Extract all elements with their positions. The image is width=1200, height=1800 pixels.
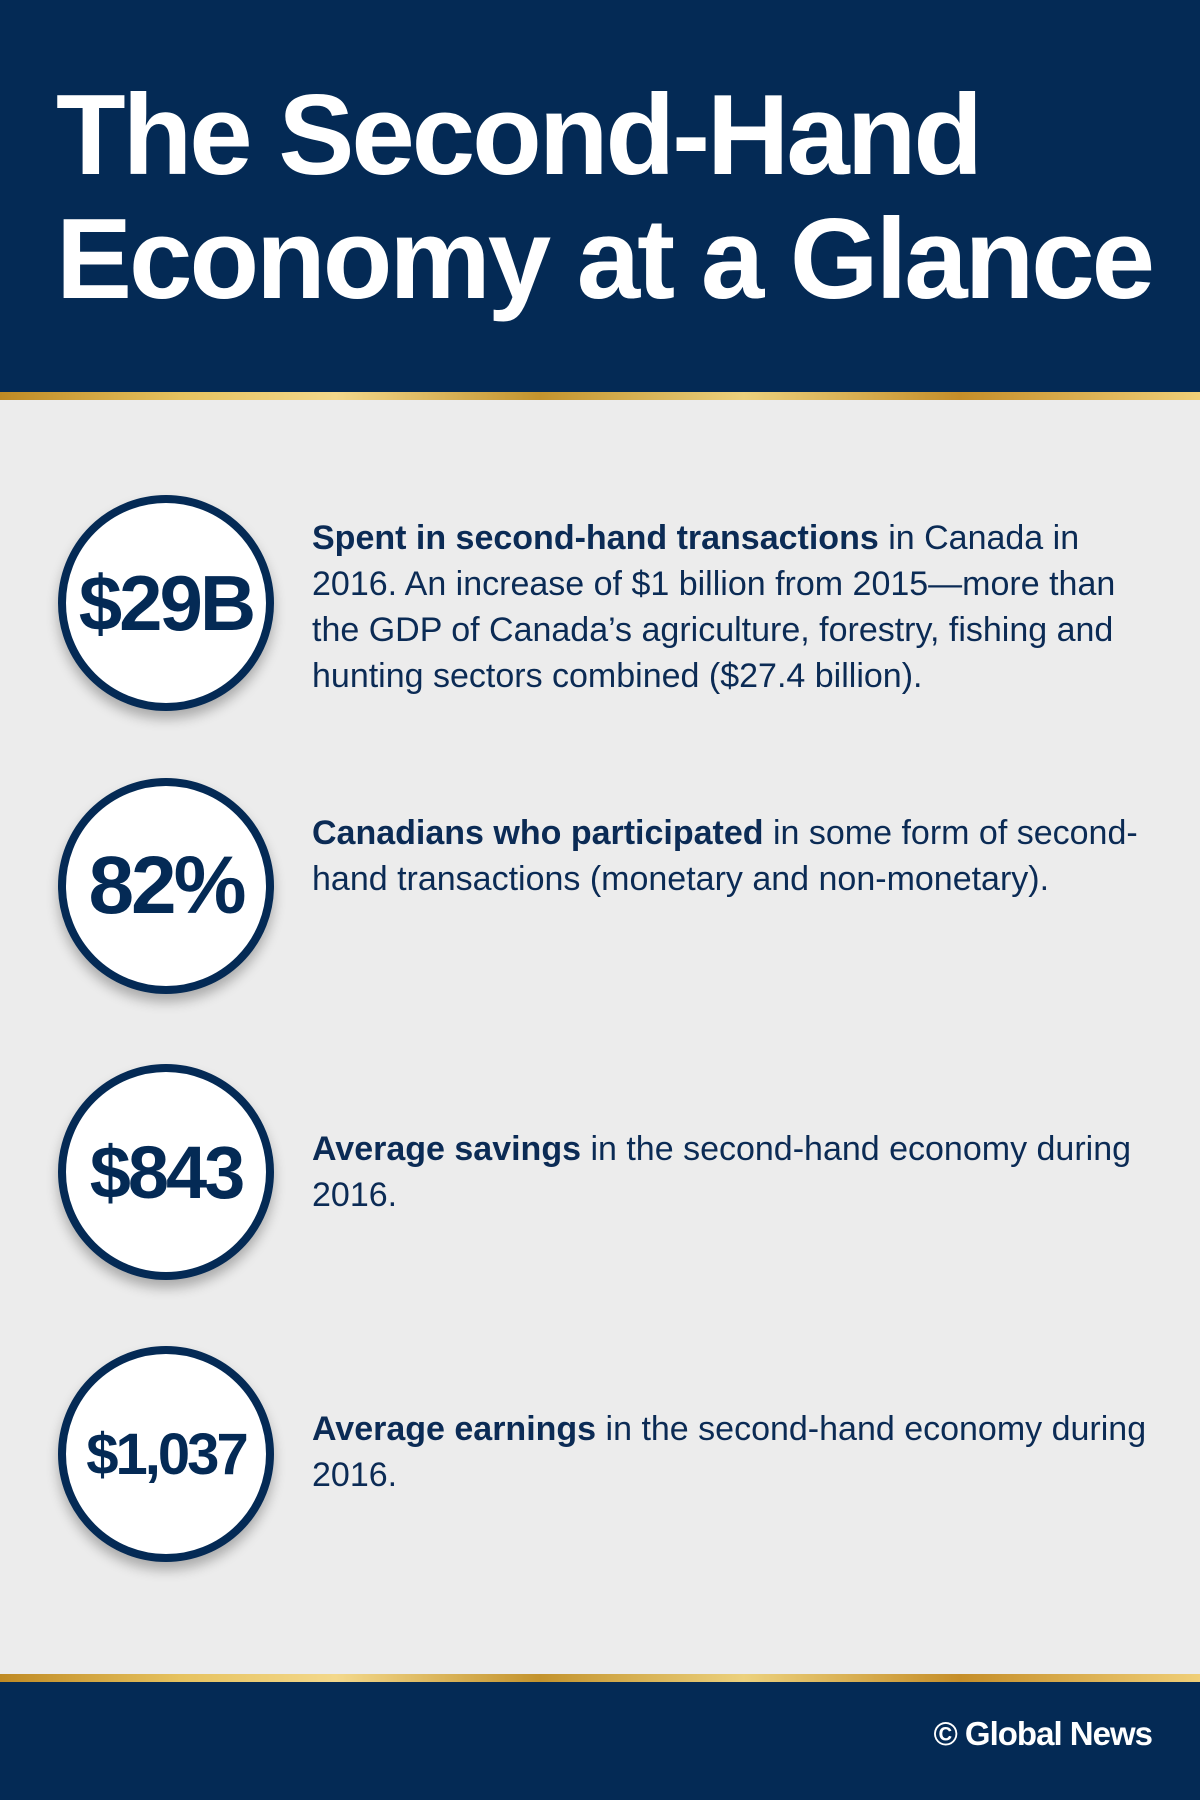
bottom-gold-divider (0, 1674, 1200, 1682)
stat-highlight-earnings: Average earnings (312, 1410, 597, 1448)
page-title (56, 74, 1156, 322)
footer-credit: © Global News (933, 1715, 1152, 1752)
stat-description-earnings (312, 1406, 1152, 1498)
stat-circle-participation (58, 778, 274, 994)
top-gold-divider (0, 392, 1200, 400)
stat-circle-spending (58, 495, 274, 711)
stat-value-earnings: $1,037 (86, 1421, 246, 1487)
stat-value-spending: $29B (78, 558, 254, 647)
stat-description-savings (312, 1126, 1152, 1218)
stat-text-participation: in some form of second-hand transactions (monetary and non-monetary). (312, 814, 1138, 898)
stat-description-spending (312, 515, 1152, 699)
title-line-1: The Second-Hand (56, 72, 981, 199)
stat-value-participation: 82% (88, 840, 244, 931)
stat-highlight-participation: Canadians who participated (312, 814, 764, 852)
stat-value-savings: $843 (89, 1130, 243, 1214)
stat-text-earnings: in the second-hand economy during 2016. (312, 1410, 1147, 1494)
title-line-2: Economy at a Glance (56, 196, 1153, 323)
stat-circle-savings (58, 1064, 274, 1280)
stat-text-spending: in Canada in 2016. An increase of $1 billion from 2015—more than the GDP of Canada’s agriculture, forestry, fishing and hunting sectors combined ($27.4 billion). (312, 519, 1116, 695)
stat-highlight-savings: Average savings (312, 1130, 581, 1168)
stat-description-participation (312, 810, 1152, 902)
stat-highlight-spending: Spent in second-hand transactions (312, 519, 879, 557)
stat-circle-earnings (58, 1346, 274, 1562)
stat-text-savings: in the second-hand economy during 2016. (312, 1130, 1132, 1214)
header-banner (0, 0, 1200, 392)
